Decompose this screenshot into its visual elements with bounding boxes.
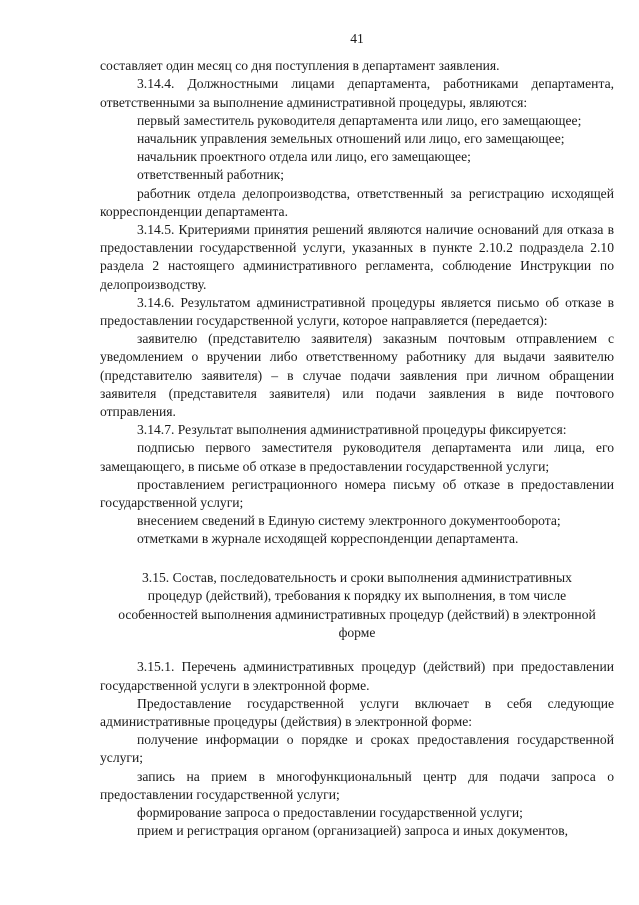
paragraph: получение информации о порядке и сроках предоставления государственной услуги; [100,732,614,766]
paragraph: Предоставление государственной услуги включает в себя следующие административные процедуры (действия) в электронной форме: [100,695,614,729]
paragraph: подписью первого заместителя руководителя департамента или лица, его замещающего, в письме об отказе в предоставлении государственной услуги; [100,440,614,474]
paragraph: 3.14.6. Результатом административной процедуры является письмо об отказе в предоставлении государственной услуги, которое направляется (передается): [100,294,614,329]
paragraph: первый заместитель руководителя департамента или лицо, его замещающее; [137,112,582,128]
paragraph: внесением сведений в Единую систему электронного документооборота; [137,513,561,529]
paragraph: запись на прием в многофункциональный центр для подачи запроса о предоставлении государственной услуги; [100,768,614,802]
body-text-bottom [100,658,614,840]
paragraph: 3.15.1. Перечень административных процедур (действий) при предоставлении государственной услуги в электронной форме. [100,659,614,693]
page-number: 41 [350,31,364,46]
paragraph: 3.14.7. Результат выполнения административной процедуры фиксируется: [137,422,567,438]
paragraph: составляет один месяц со дня поступления в департамент заявления. [100,58,500,74]
paragraph: прием и регистрация органом (организацией) запроса и иных документов, [137,823,569,839]
paragraph: заявителю (представителю заявителя) заказным почтовым отправлением с уведомлением о вручении либо ответственному работнику для выдачи заявителю (представителю заявителя) – в случае подачи заявления при личном обращении заявителя (представителя заявителя) или подачи заявления в виде почтового отправления. [100,331,614,420]
body-text-top [100,57,614,548]
paragraph: отметками в журнале исходящей корреспонденции департамента. [137,531,519,547]
paragraph: формирование запроса о предоставлении государственной услуги; [137,804,523,820]
section-heading: 3.15. Состав, последовательность и сроки выполнения административных процедур (действий), требования к порядку их выполнения, в том числе особенностей выполнения административных процедур (действий) в электронной форме [118,569,596,640]
paragraph: проставлением регистрационного номера письму об отказе в предоставлении государственной услуги; [100,476,614,511]
paragraph: 3.14.4. Должностными лицами департамента, работниками департамента, ответственными за выполнение административной процедуры, являются: [100,76,614,110]
paragraph: начальник проектного отдела или лицо, его замещающее; [137,149,471,165]
paragraph: 3.14.5. Критериями принятия решений являются наличие оснований для отказа в предоставлении государственной услуги, указанных в пункте 2.10.2 подраздела 2.10 раздела 2 настоящего административного регламента, соблюдение Инструкции по делопроизводству. [100,222,614,292]
document-page [100,30,614,840]
paragraph: начальник управления земельных отношений или лицо, его замещающее; [137,131,565,147]
paragraph: работник отдела делопроизводства, ответственный за регистрацию исходящей корреспонденции департамента. [100,185,614,219]
paragraph: ответственный работник; [137,167,284,183]
